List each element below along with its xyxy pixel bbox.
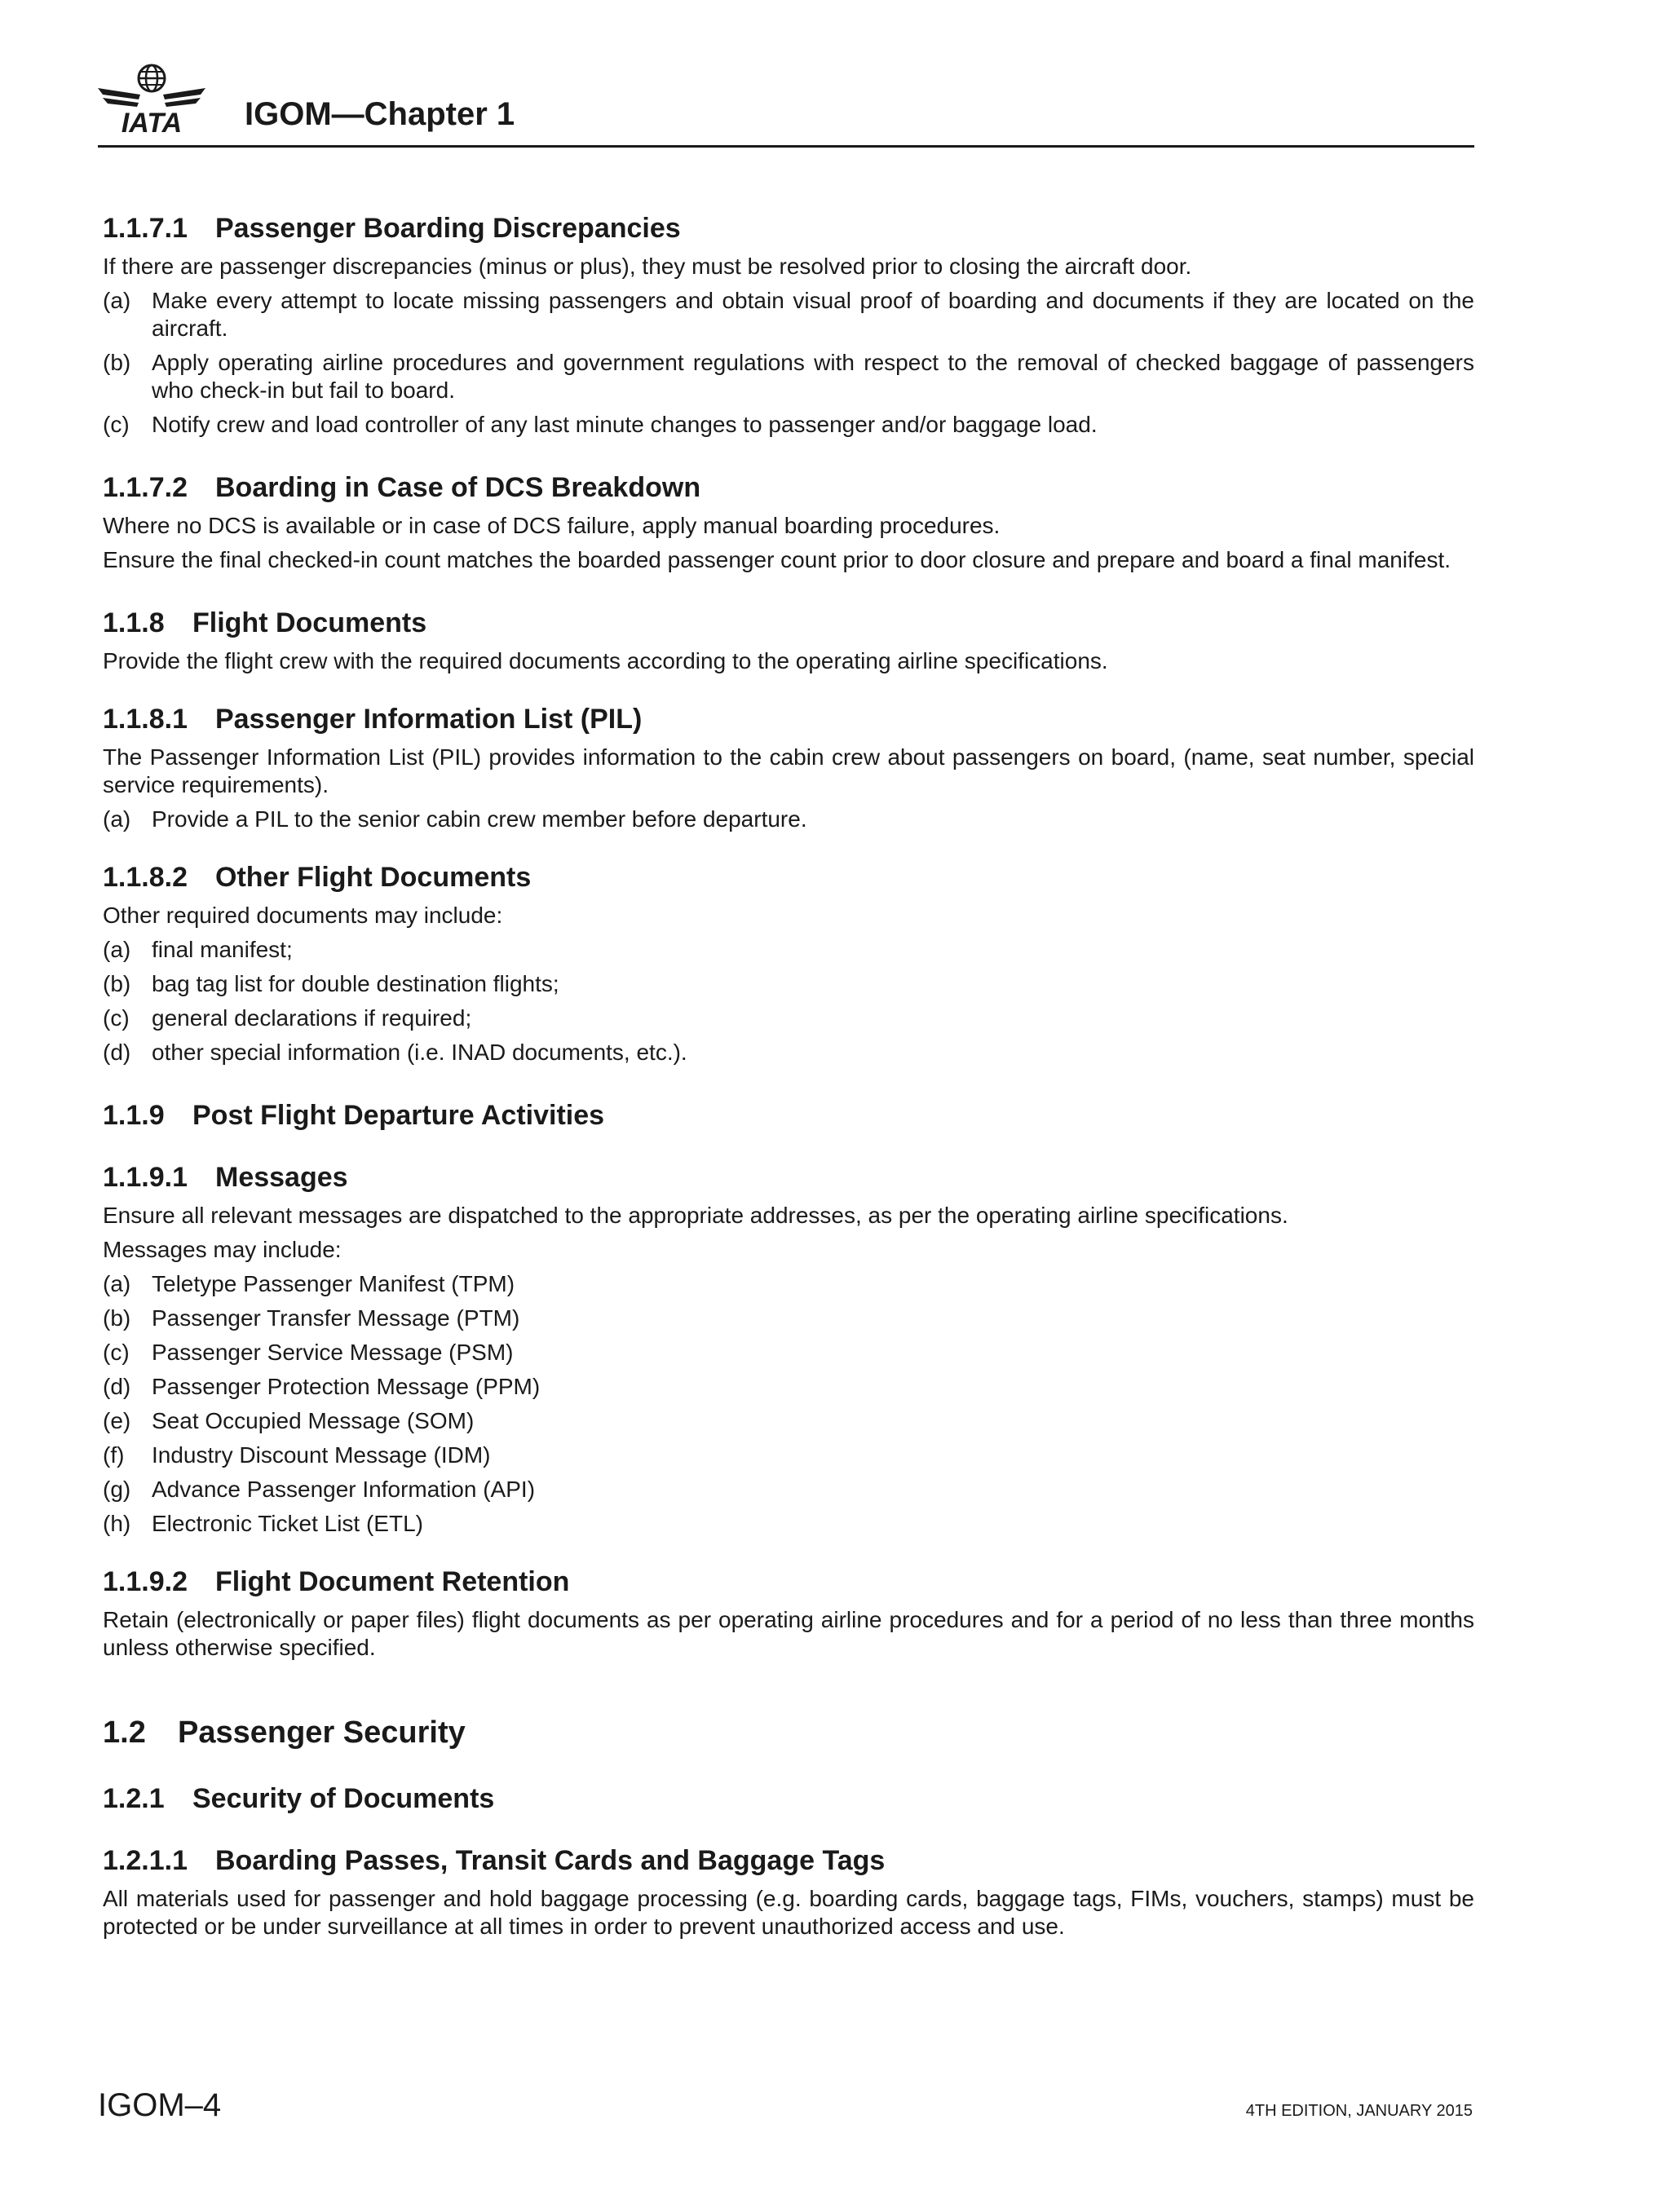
page-number: IGOM–4: [98, 2087, 222, 2123]
section-number: 1.1.9: [103, 1100, 165, 1131]
section-title: Passenger Information List (PIL): [215, 704, 643, 735]
item-text: bag tag list for double destination flights;: [152, 971, 559, 996]
item-label: (b): [103, 1305, 131, 1331]
list-item: [103, 936, 1474, 964]
item-text: general declarations if required;: [152, 1005, 472, 1031]
section-1-1-9: [103, 1097, 1474, 1133]
item-text: Passenger Protection Message (PPM): [152, 1374, 541, 1399]
item-label: (d): [103, 1040, 131, 1065]
section-1-1-7-2: [103, 470, 1474, 574]
item-label: (b): [103, 971, 131, 996]
item-label: (a): [103, 937, 131, 962]
list-item: [103, 1373, 1474, 1401]
section-heading: [103, 1781, 1474, 1817]
section-1-2-1: [103, 1781, 1474, 1817]
section-number: 1.1.7.1: [103, 213, 188, 244]
item-label: (c): [103, 1005, 130, 1031]
item-label: (h): [103, 1511, 131, 1536]
list-item: [103, 806, 1474, 833]
paragraph: Provide the flight crew with the required documents according to the operating airline specifications.: [103, 648, 1108, 673]
item-label: (c): [103, 412, 130, 437]
item-label: (a): [103, 1271, 131, 1296]
section-title: Flight Document Retention: [215, 1566, 570, 1597]
iata-logo: [98, 62, 205, 135]
item-text: Provide a PIL to the senior cabin crew member before departure.: [152, 806, 807, 832]
item-text: Teletype Passenger Manifest (TPM): [152, 1271, 515, 1296]
chapter-title: IGOM—Chapter 1: [245, 96, 515, 132]
paragraph: Ensure the final checked-in count matches the boarded passenger count prior to door closure and prepare and board a final manifest.: [103, 547, 1451, 572]
item-label: (g): [103, 1477, 131, 1502]
iata-logo-text: IATA: [121, 108, 183, 135]
list-item: [103, 1510, 1474, 1538]
section-title: Post Flight Departure Activities: [192, 1100, 605, 1131]
section-heading: [103, 605, 1474, 641]
item-text: Industry Discount Message (IDM): [152, 1442, 491, 1468]
paragraph: Ensure all relevant messages are dispatched to the appropriate addresses, as per the operating airline specifications.: [103, 1203, 1288, 1228]
item-text: Seat Occupied Message (SOM): [152, 1408, 475, 1433]
section-number: 1.1.9.1: [103, 1162, 188, 1193]
item-label: (b): [103, 350, 131, 375]
page-header: [98, 55, 1474, 147]
paragraph: Messages may include:: [103, 1237, 342, 1262]
section-title: Boarding in Case of DCS Breakdown: [215, 472, 701, 503]
item-text: Advance Passenger Information (API): [152, 1477, 536, 1502]
item-text: final manifest;: [152, 937, 293, 962]
item-list: [103, 287, 1474, 439]
section-title: Passenger Security: [178, 1715, 466, 1750]
list-item: [103, 287, 1474, 342]
list-item: [103, 1039, 1474, 1066]
header-divider: [98, 145, 1474, 148]
section-title: Other Flight Documents: [215, 862, 532, 893]
section-title: Messages: [215, 1162, 348, 1193]
section-number: 1.1.8.2: [103, 862, 188, 893]
section-1-1-8: [103, 605, 1474, 675]
section-number: 1.2.1.1: [103, 1845, 188, 1876]
list-item: [103, 349, 1474, 404]
item-text: Make every attempt to locate missing passengers and obtain visual proof of boarding and documents if they are located on the aircraft.: [152, 288, 1474, 341]
section-heading: [103, 1843, 1474, 1879]
item-label: (d): [103, 1374, 131, 1399]
section-title: Passenger Boarding Discrepancies: [215, 213, 681, 244]
section-number: 1.2: [103, 1715, 146, 1750]
section-1-1-8-1: [103, 701, 1474, 833]
list-item: [103, 411, 1474, 439]
section-heading: [103, 701, 1474, 737]
item-label: (f): [103, 1442, 125, 1468]
item-text: other special information (i.e. INAD documents, etc.).: [152, 1040, 687, 1065]
section-title: Flight Documents: [192, 607, 427, 638]
item-label: (c): [103, 1340, 130, 1365]
chapter-section-heading: [103, 1712, 1474, 1753]
item-text: Apply operating airline procedures and government regulations with respect to the removal of checked baggage of passengers who check-in but fail to board.: [152, 350, 1474, 403]
section-title: Boarding Passes, Transit Cards and Baggage Tags: [215, 1845, 886, 1876]
paragraph: Retain (electronically or paper files) flight documents as per operating airline procedures and for a period of no less than three months unless otherwise specified.: [103, 1607, 1474, 1660]
item-text: Electronic Ticket List (ETL): [152, 1511, 423, 1536]
section-1-1-8-2: [103, 859, 1474, 1066]
document-body: [103, 210, 1474, 1947]
section-1-1-9-1: [103, 1159, 1474, 1538]
list-item: [103, 1442, 1474, 1469]
list-item: [103, 1339, 1474, 1366]
paragraph: Other required documents may include:: [103, 903, 503, 928]
list-item: [103, 1476, 1474, 1503]
section-number: 1.1.8.1: [103, 704, 188, 735]
section-number: 1.1.8: [103, 607, 165, 638]
section-number: 1.1.9.2: [103, 1566, 188, 1597]
section-heading: [103, 1159, 1474, 1195]
section-heading: [103, 210, 1474, 246]
item-label: (e): [103, 1408, 131, 1433]
list-item: [103, 1407, 1474, 1435]
item-list: [103, 1270, 1474, 1538]
section-1-1-9-2: [103, 1564, 1474, 1662]
list-item: [103, 1305, 1474, 1332]
section-number: 1.1.7.2: [103, 472, 188, 503]
item-list: [103, 936, 1474, 1066]
section-1-2-1-1: [103, 1843, 1474, 1940]
section-1-1-7-1: [103, 210, 1474, 439]
section-heading: [103, 859, 1474, 895]
item-list: [103, 806, 1474, 833]
list-item: [103, 1270, 1474, 1298]
section-heading: [103, 470, 1474, 506]
item-label: (a): [103, 288, 131, 313]
paragraph: All materials used for passenger and hold baggage processing (e.g. boarding cards, baggage tags, FIMs, vouchers, stamps) must be protected or be under surveillance at all times in order to prevent unauthorized access and use.: [103, 1886, 1474, 1939]
paragraph: The Passenger Information List (PIL) provides information to the cabin crew about passengers on board, (name, seat number, special service requirements).: [103, 744, 1474, 797]
item-label: (a): [103, 806, 131, 832]
edition-label: 4TH EDITION, JANUARY 2015: [1245, 2102, 1473, 2120]
item-text: Passenger Transfer Message (PTM): [152, 1305, 520, 1331]
paragraph: Where no DCS is available or in case of DCS failure, apply manual boarding procedures.: [103, 513, 1001, 538]
section-heading: [103, 1564, 1474, 1600]
list-item: [103, 970, 1474, 998]
list-item: [103, 1004, 1474, 1032]
item-text: Notify crew and load controller of any last minute changes to passenger and/or baggage load.: [152, 412, 1098, 437]
section-heading: [103, 1097, 1474, 1133]
section-title: Security of Documents: [192, 1783, 495, 1814]
item-text: Passenger Service Message (PSM): [152, 1340, 514, 1365]
section-number: 1.2.1: [103, 1783, 165, 1814]
section-1-2: [103, 1712, 1474, 1753]
paragraph: If there are passenger discrepancies (minus or plus), they must be resolved prior to closing the aircraft door.: [103, 254, 1192, 279]
